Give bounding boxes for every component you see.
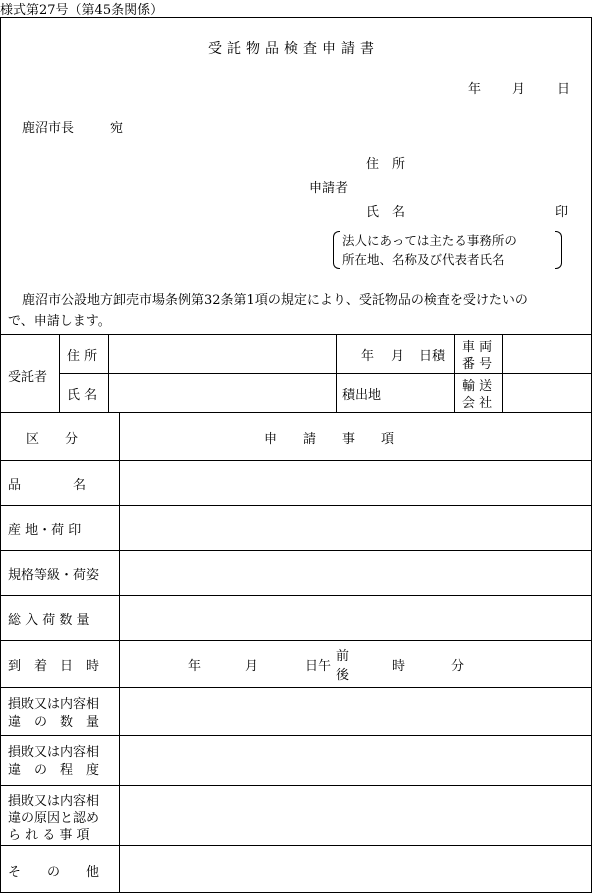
consignor-address-field[interactable] — [109, 335, 335, 372]
applicant-note-line2: 所在地、名称及び代表者氏名 — [342, 252, 505, 267]
addressee-suffix: 宛 — [110, 121, 124, 136]
loaded-day-suffix: 日積 — [419, 349, 446, 364]
arrival-month: 月 — [245, 659, 259, 674]
divider — [336, 334, 337, 412]
row-label-arrival: 到 着 日 時 — [8, 659, 100, 674]
row-label-loss-qty-1: 損敗又は内容相 — [8, 697, 100, 712]
vehicle-number-label-2: 番 号 — [462, 357, 493, 372]
row-label-other: そ の 他 — [8, 865, 100, 880]
arrival-year: 年 — [188, 659, 202, 674]
consignor-name-label: 氏 名 — [67, 388, 98, 403]
note-bracket-left — [333, 231, 340, 269]
loaded-month: 月 — [391, 349, 405, 364]
page-title: 受託物品検査申請書 — [208, 41, 379, 57]
applicant-address-label: 住 所 — [366, 157, 406, 172]
loaded-year: 年 — [361, 349, 375, 364]
vehicle-number-label-1: 車 両 — [462, 340, 493, 355]
row-label-item-name: 品 名 — [8, 478, 87, 493]
loss-cause-field[interactable] — [120, 786, 590, 844]
loss-quantity-field[interactable] — [120, 688, 590, 734]
carrier-label-1: 輸 送 — [462, 379, 493, 394]
consignor-name-field[interactable] — [109, 374, 335, 411]
applicant-note-line1: 法人にあっては主たる事務所の — [342, 233, 517, 248]
loss-degree-field[interactable] — [120, 736, 590, 784]
quantity-field[interactable] — [120, 596, 590, 639]
row-label-loss-cause-1: 損敗又は内容相 — [8, 794, 100, 809]
row-label-grade: 規格等級・荷姿 — [8, 568, 100, 583]
consignor-label: 受託者 — [8, 370, 48, 385]
seal-mark: 印 — [555, 205, 569, 220]
applicant-label: 申請者 — [309, 181, 349, 196]
addressee-name: 鹿沼市長 — [22, 121, 75, 136]
row-label-quantity: 総 入 荷 数 量 — [8, 613, 90, 628]
row-label-loss-cause-2: 違の原因と認め — [8, 811, 100, 826]
row-label-loss-degree-1: 損敗又は内容相 — [8, 745, 100, 760]
table-header-items: 申 請 事 項 — [264, 432, 395, 447]
grade-field[interactable] — [120, 551, 590, 594]
arrival-am: 前 — [336, 649, 350, 664]
item-name-field[interactable] — [120, 461, 590, 504]
consignor-address-label: 住 所 — [67, 349, 98, 364]
divider — [454, 334, 455, 412]
other-field[interactable] — [120, 846, 590, 890]
row-label-origin: 産 地・荷 印 — [8, 523, 82, 538]
row-label-loss-degree-2: 違 の 程 度 — [8, 763, 100, 778]
divider — [59, 334, 60, 412]
origin-field[interactable] — [120, 506, 590, 549]
date-day: 日 — [557, 82, 571, 97]
carrier-field[interactable] — [503, 374, 590, 411]
arrival-pm: 後 — [336, 668, 350, 683]
date-month: 月 — [512, 82, 526, 97]
form-number: 様式第27号（第45条関係） — [0, 3, 164, 18]
divider — [0, 640, 592, 641]
loading-place-label: 積出地 — [342, 388, 382, 403]
note-bracket-right — [555, 231, 562, 269]
row-label-loss-qty-2: 違 の 数 量 — [8, 715, 100, 730]
divider — [0, 412, 592, 413]
table-header-category: 区 分 — [26, 432, 79, 447]
body-text-line1: 鹿沼市公設地方卸売市場条例第32条第1項の規定により、受託物品の検査を受けたいの — [22, 293, 528, 308]
arrival-minute: 分 — [451, 659, 465, 674]
date-year: 年 — [468, 82, 482, 97]
arrival-hour: 時 — [392, 659, 406, 674]
carrier-label-2: 会 社 — [462, 396, 493, 411]
row-label-loss-cause-3: ら れ る 事 項 — [8, 828, 90, 843]
arrival-day-ampm: 日午 — [305, 659, 332, 674]
vehicle-number-field[interactable] — [503, 335, 590, 372]
body-text-line2: で、申請します。 — [8, 314, 111, 329]
applicant-name-label: 氏 名 — [366, 205, 406, 220]
